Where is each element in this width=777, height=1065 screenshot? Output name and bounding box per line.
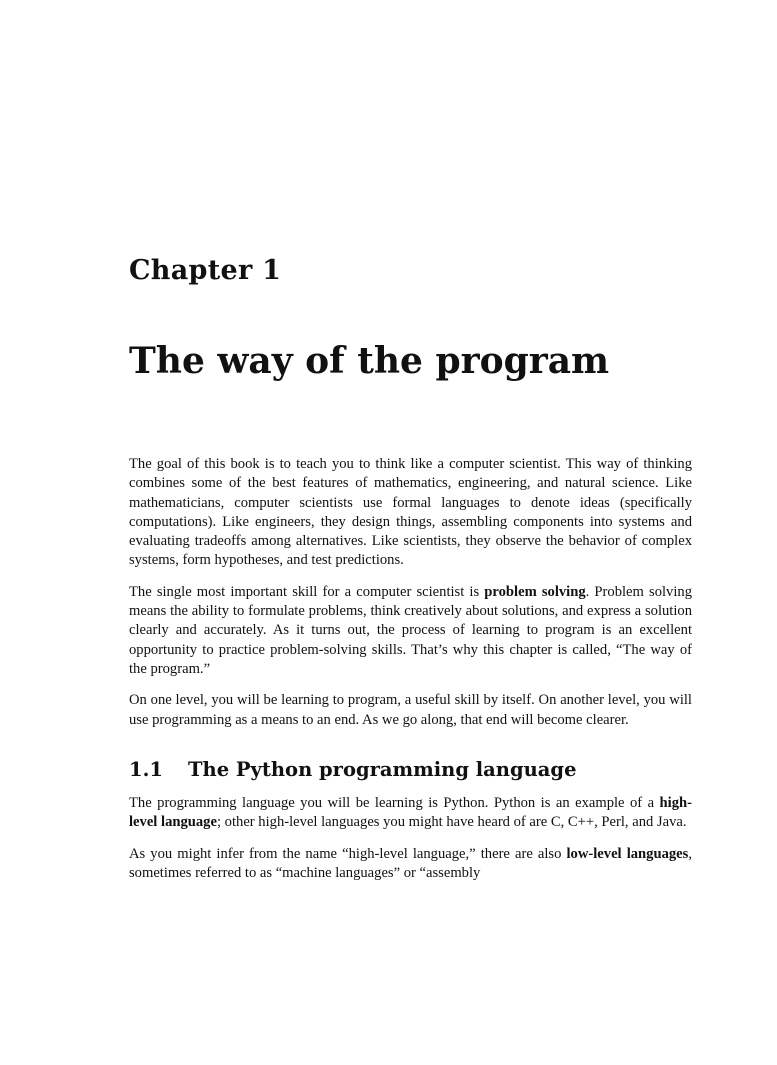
section-number: 1.1 bbox=[129, 757, 163, 781]
term-high-level-language: high-level language bbox=[129, 795, 692, 831]
paragraph-python: The programming language you will be learning is Python. Python is an example of a high-level language; other high-level languages you might have heard of are C, C++, Perl, and Java. bbox=[129, 795, 692, 831]
section-heading bbox=[129, 757, 692, 781]
paragraph-levels: On one level, you will be learning to program, a useful skill by itself. On another level, you will use programming as a means to an end. As we go along, that end will become clearer. bbox=[129, 692, 692, 728]
term-low-level-languages: low-level languages bbox=[566, 845, 689, 862]
chapter-label: Chapter 1 bbox=[129, 255, 282, 286]
term-problem-solving: problem solving bbox=[484, 583, 586, 600]
chapter-title: The way of the program bbox=[129, 340, 610, 382]
paragraph-problem-solving: The single most important skill for a computer scientist is problem solving. Problem solving means the ability to formulate problems, think creatively about solutions, and express a solution clearly and accurately. As it turns out, the process of learning to program is an excellent opportunity to practice problem-solving skills. That’s why this chapter is called, “The way of the program.” bbox=[129, 583, 692, 677]
paragraph-low-level: As you might infer from the name “high-level language,” there are also low-level languages, sometimes referred to as “machine languages” or “assembly bbox=[129, 845, 692, 882]
chapter-body bbox=[129, 455, 692, 895]
paragraph-intro: The goal of this book is to teach you to think like a computer scientist. This way of thinking combines some of the best features of mathematics, engineering, and natural science. Like mathematicians, computer scientists use formal languages to denote ideas (specifically computations). Like engineers, they design things, assembling components into systems and evaluating tradeoffs among alternatives. Like scientists, they observe the behavior of complex systems, form hypotheses, and test predictions. bbox=[129, 456, 692, 569]
section-title: The Python programming language bbox=[188, 757, 577, 781]
